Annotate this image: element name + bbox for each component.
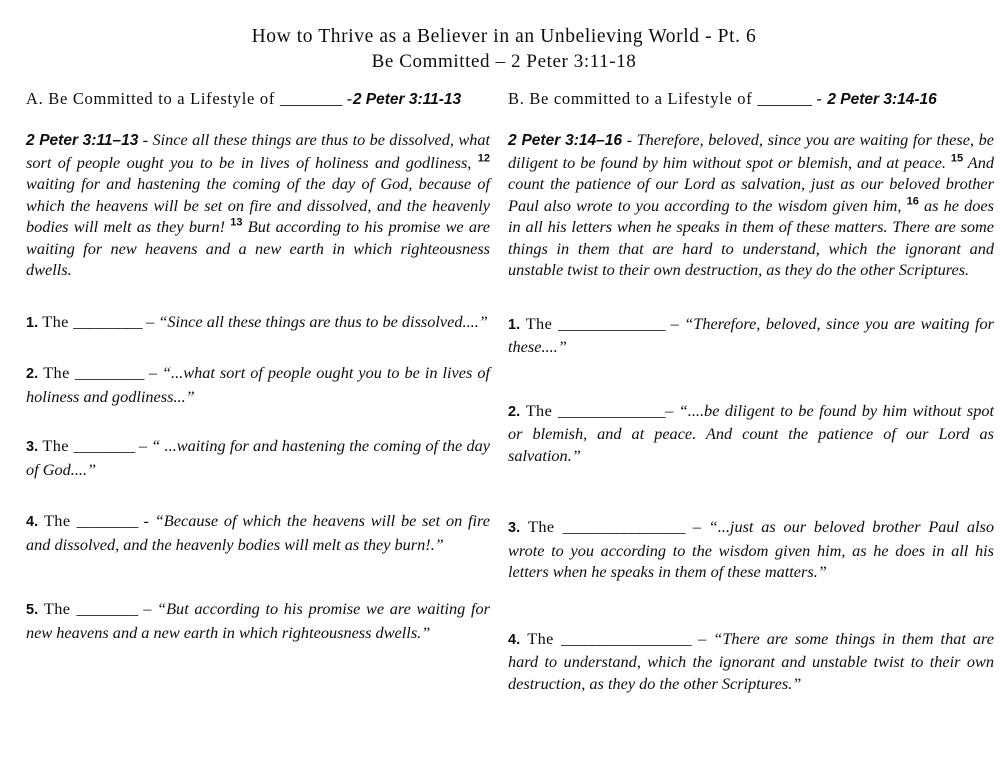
point-fill-blank[interactable]: ________________ xyxy=(562,517,685,536)
point-number: 1. xyxy=(26,314,39,331)
point-dash: – xyxy=(665,313,685,333)
section-a-passage-reference: 2 Peter 3:11–13 xyxy=(26,132,139,149)
page-title xyxy=(0,0,1008,74)
section-b-passage-dash: - xyxy=(621,130,637,149)
section-b-passage-reference: 2 Peter 3:14–16 xyxy=(508,132,622,149)
section-a-passage xyxy=(26,129,490,281)
point-quote: “....be diligent to be found by him without spot or blemish, and at peace. And count the patience of our Lord as salvation.” xyxy=(508,400,994,465)
point-quote: “But according to his promise we are waiting for new heavens and a new earth in which righteousness dwells.” xyxy=(26,599,490,642)
section-b-passage-part1: Therefore, beloved, since you are waiting for these, be diligent to be found by him without spot or blemish, and at peace. xyxy=(508,130,995,172)
point-dash: – xyxy=(137,599,158,618)
section-b-heading-text: B. Be committed to a Lifestyle of xyxy=(508,89,758,108)
point-number: 4. xyxy=(26,514,39,530)
section-b-heading-blank: _______ xyxy=(757,89,812,108)
section-a-heading-reference: 2 Peter 3:11-13 xyxy=(352,91,462,108)
point-lead: The xyxy=(38,311,74,331)
column-right xyxy=(500,88,1008,694)
point-dash: – xyxy=(142,311,159,331)
section-b-point-3 xyxy=(508,516,994,583)
point-number: 3. xyxy=(26,439,39,455)
point-lead: The xyxy=(520,400,559,420)
point-fill-blank[interactable]: _________ xyxy=(75,363,144,382)
point-dash: – xyxy=(684,517,709,536)
point-quote: “ ...waiting for and hastening the coming of the day of God....” xyxy=(26,436,491,479)
point-lead: The xyxy=(38,363,76,382)
section-b-passage-part3: as he does in all his letters when he speaks in them of these matters. There are some things in them that are hard to understand, which the ignorant and unstable twist to their own destruction, as they do the other Scriptures. xyxy=(508,195,994,279)
point-quote: “...just as our beloved brother Paul also wrote to you according to the wisdom given him, as he does in all his letters when he speaks in them of these matters.” xyxy=(508,517,995,581)
verse-number-16: 16 xyxy=(906,195,919,208)
section-a-passage-part1: Since all these things are thus to be dissolved, what sort of people ought you to be in lives of holiness and godliness, xyxy=(26,130,490,172)
section-b-passage xyxy=(508,129,994,281)
point-fill-blank[interactable]: ________ xyxy=(76,599,138,618)
point-number: 3. xyxy=(508,520,521,536)
verse-number-12: 12 xyxy=(477,152,490,165)
point-lead: The xyxy=(520,313,559,333)
section-b-point-2 xyxy=(508,400,994,467)
point-lead: The xyxy=(520,517,563,536)
point-number: 2. xyxy=(26,366,39,382)
point-fill-blank[interactable]: _________________ xyxy=(561,628,692,648)
point-fill-blank[interactable]: ______________ xyxy=(558,313,666,333)
section-a-passage-dash: - xyxy=(138,130,153,149)
section-a-point-4 xyxy=(26,510,490,555)
section-a-point-3 xyxy=(26,435,490,480)
point-lead: The xyxy=(38,599,77,618)
point-fill-blank[interactable]: ______________ xyxy=(558,400,666,420)
section-b-heading xyxy=(508,88,994,111)
point-lead: The xyxy=(38,436,74,455)
point-quote: “Therefore, beloved, since you are waiting for these....” xyxy=(508,313,995,356)
section-a-passage-part3: But according to his promise we are waiting for new heavens and a new earth in which righteousness dwells. xyxy=(26,217,491,279)
point-quote: “...what sort of people ought you to be in lives of holiness and godliness...” xyxy=(26,363,490,406)
section-b-point-1 xyxy=(508,313,994,358)
section-b-heading-dash: - xyxy=(811,89,828,108)
point-lead: The xyxy=(520,628,562,648)
point-fill-blank[interactable]: ________ xyxy=(76,511,138,530)
point-quote: “There are some things in them that are hard to understand, which the ignorant and unstable twist to their own destruction, as they do the other Scriptures.” xyxy=(508,628,994,693)
point-dash: - xyxy=(137,511,155,530)
point-dash: – xyxy=(134,436,152,455)
point-lead: The xyxy=(38,511,77,530)
section-a-heading xyxy=(26,88,490,111)
point-number: 2. xyxy=(508,403,521,420)
point-quote: “Because of which the heavens will be set on fire and dissolved, and the heavenly bodies will melt as they burn!.” xyxy=(26,511,491,554)
section-a-heading-dash: - xyxy=(341,89,353,108)
section-a-heading-blank: ________ xyxy=(279,89,342,108)
point-quote: “Since all these things are thus to be dissolved....” xyxy=(158,311,488,331)
section-a-point-5 xyxy=(26,598,490,643)
section-b-heading-reference: 2 Peter 3:14-16 xyxy=(827,91,937,108)
section-b-point-4 xyxy=(508,628,994,695)
point-number: 4. xyxy=(508,631,521,648)
point-dash: – xyxy=(143,363,162,382)
column-left xyxy=(0,88,500,643)
point-number: 1. xyxy=(508,316,521,333)
verse-number-13: 13 xyxy=(230,216,243,229)
point-fill-blank[interactable]: _________ xyxy=(73,311,143,331)
two-column-body xyxy=(0,88,1008,694)
section-a-passage-part2: waiting for and hastening the coming of the day of God, because of which the heavens will be set on fire and dissolved, and the heavenly bodies will melt as they burn! xyxy=(26,174,490,236)
title-line-2: Be Committed – 2 Peter 3:11-18 xyxy=(371,51,637,72)
section-a-point-1 xyxy=(26,311,490,335)
point-dash: – xyxy=(665,400,679,420)
verse-number-15: 15 xyxy=(950,152,964,165)
title-line-1: How to Thrive as a Believer in an Unbelieving World - Pt. 6 xyxy=(251,26,757,47)
point-number: 5. xyxy=(26,602,39,618)
section-a-heading-text: A. Be Committed to a Lifestyle of xyxy=(26,89,280,108)
section-a-point-2 xyxy=(26,362,490,407)
point-dash: – xyxy=(691,628,714,648)
point-fill-blank[interactable]: ________ xyxy=(73,436,135,455)
section-b-passage-part2: And count the patience of our Lord as salvation, just as our beloved brother Paul also wrote to you according to the wisdom given him, xyxy=(508,152,994,215)
